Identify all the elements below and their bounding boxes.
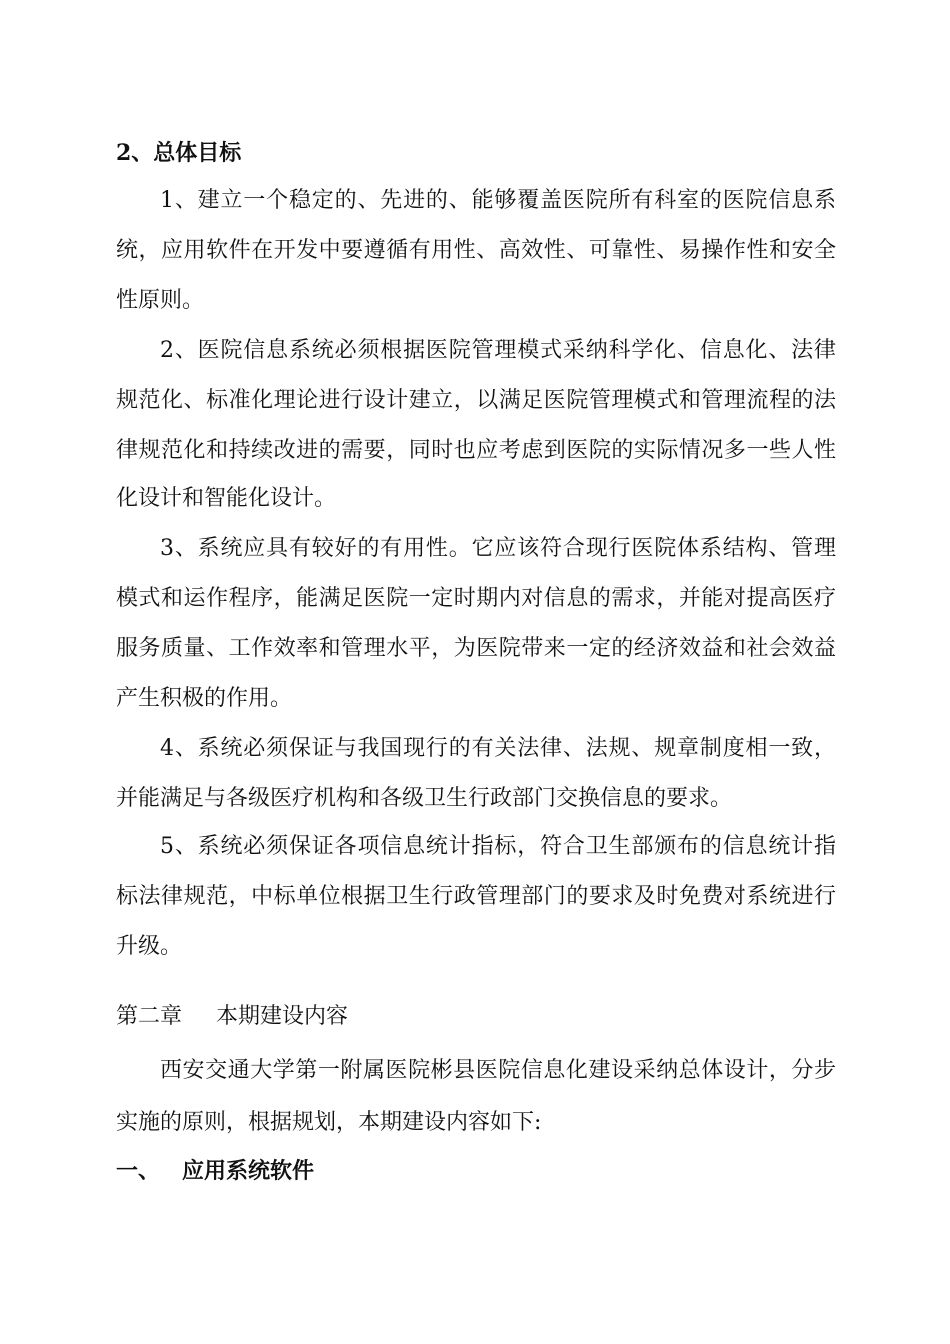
goal-3-line-2: 模式和运作程序，能满足医院一定时期内对信息的需求，并能对提高医疗	[116, 586, 836, 611]
goal-4-line-1: 4、系统必须保证与我国现行的有关法律、法规、规章制度相一致，	[160, 736, 836, 761]
goal-3-line-1: 3、系统应具有较好的有用性。它应该符合现行医院体系结构、管理	[160, 536, 836, 561]
goal-1-line-2: 统，应用软件在开发中要遵循有用性、高效性、可靠性、易操作性和安全	[116, 238, 836, 263]
goal-5-line-1: 5、系统必须保证各项信息统计指标，符合卫生部颁布的信息统计指	[160, 834, 836, 859]
section-title: 2、总体目标	[116, 140, 242, 166]
intro-line-2: 实施的原则，根据规划，本期建设内容如下:	[116, 1110, 542, 1135]
goal-1-line-1: 1、建立一个稳定的、先进的、能够覆盖医院所有科室的医院信息系	[160, 188, 836, 213]
chapter-heading	[116, 1002, 836, 1032]
subsection-number: 一、	[116, 1158, 161, 1184]
subsection-heading	[116, 1156, 836, 1186]
goal-3-line-4: 产生积极的作用。	[116, 686, 293, 711]
goal-4-line-2: 并能满足与各级医疗机构和各级卫生行政部门交换信息的要求。	[116, 786, 733, 811]
intro-line-1: 西安交通大学第一附属医院彬县医院信息化建设采纳总体设计，分步	[160, 1058, 836, 1083]
goal-2-line-4: 化设计和智能化设计。	[116, 486, 337, 511]
chapter-number: 第二章	[116, 1004, 183, 1029]
goal-5-line-3: 升级。	[116, 934, 183, 959]
goal-5-line-2: 标法律规范，中标单位根据卫生行政管理部门的要求及时免费对系统进行	[116, 884, 836, 909]
goal-1-line-3: 性原则。	[116, 288, 205, 313]
goal-2-line-2: 规范化、标准化理论进行设计建立，以满足医院管理模式和管理流程的法	[116, 388, 836, 413]
goal-3-line-3: 服务质量、工作效率和管理水平，为医院带来一定的经济效益和社会效益	[116, 636, 836, 661]
goal-2-line-3: 律规范化和持续改进的需要，同时也应考虑到医院的实际情况多一些人性	[116, 438, 836, 463]
goal-2-line-1: 2、医院信息系统必须根据医院管理模式采纳科学化、信息化、法律	[160, 338, 836, 363]
chapter-title: 本期建设内容	[216, 1004, 349, 1029]
subsection-title: 应用系统软件	[182, 1158, 315, 1184]
